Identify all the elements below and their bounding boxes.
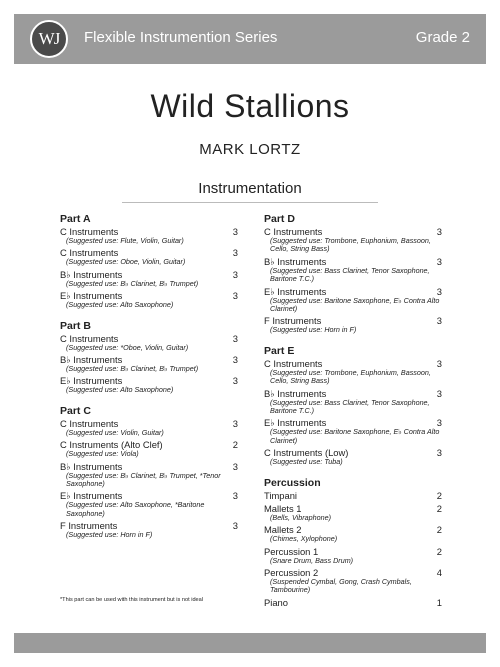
instrument-name: E♭ Instruments xyxy=(60,490,123,502)
section-title: Part C xyxy=(60,404,91,417)
instrument-count: 2 xyxy=(232,439,238,451)
suggested-use: (Suggested use: Violin, Guitar) xyxy=(66,427,164,437)
instrument-entry xyxy=(264,388,442,416)
instrument-entry xyxy=(264,315,442,334)
instrument-name: E♭ Instruments xyxy=(264,285,327,297)
instrument-count: 3 xyxy=(436,387,442,399)
instrument-count: 4 xyxy=(436,566,442,578)
instrument-name: Timpani xyxy=(264,489,297,501)
instrument-entry xyxy=(60,269,238,288)
suggested-use: (Chimes, Xylophone) xyxy=(270,534,338,544)
instrument-entry xyxy=(264,567,442,595)
instrument-entry xyxy=(264,286,442,314)
instrument-entry xyxy=(60,439,238,458)
instrument-entry xyxy=(60,375,238,394)
instrument-name: Mallets 1 xyxy=(264,502,302,514)
instrument-name: B♭ Instruments xyxy=(264,255,327,267)
instrument-entry xyxy=(60,461,238,489)
instrument-count: 3 xyxy=(232,417,238,429)
suggested-use: (Suggested use: Alto Saxophone, *Baritone Saxophone) xyxy=(66,500,205,518)
instrument-count: 3 xyxy=(436,255,442,267)
instrument-count: 3 xyxy=(436,417,442,429)
instrument-name: Percussion 1 xyxy=(264,545,319,557)
instrument-count: 3 xyxy=(232,332,238,344)
suggested-use: (Bells, Vibraphone) xyxy=(270,512,331,522)
suggested-use: (Suggested use: Bass Clarinet, Tenor Saxophone, Baritone T.C.) xyxy=(270,397,430,416)
suggested-use: (Suggested use: Alto Saxophone) xyxy=(66,300,174,310)
instrument-count: 3 xyxy=(232,247,238,259)
instrument-name: C Instruments xyxy=(264,226,323,237)
instrument-count: 3 xyxy=(436,285,442,297)
footnote: *This part can be used with this instrument but is not ideal xyxy=(60,597,204,603)
instrument-name: C Instruments xyxy=(60,417,119,429)
suggested-use: (Suggested use: *Oboe, Violin, Guitar) xyxy=(66,342,189,352)
instrument-name: B♭ Instruments xyxy=(60,268,123,280)
page-footer-bar xyxy=(14,633,486,653)
suggested-use: (Suggested use: Baritone Saxophone, E♭ Contra Alto Clarinet) xyxy=(270,295,440,314)
suggested-use: (Suggested use: Horn in F) xyxy=(270,325,357,335)
instrument-entry xyxy=(264,503,442,522)
section-title: Part B xyxy=(60,319,91,332)
instrument-entry xyxy=(60,520,238,539)
instrument-name: F Instruments xyxy=(60,520,118,532)
suggested-use: (Suggested use: Tuba) xyxy=(270,457,343,467)
suggested-use: (Suggested use: B♭ Clarinet, B♭ Trumpet, *Tenor Saxophone) xyxy=(66,470,221,489)
page-header xyxy=(14,14,486,64)
instrument-count: 3 xyxy=(232,490,238,502)
suggested-use: (Suggested use: Bass Clarinet, Tenor Saxophone, Baritone T.C.) xyxy=(270,265,430,284)
instrument-count: 3 xyxy=(232,520,238,532)
suggested-use: (Suggested use: Trombone, Euphonium, Bassoon, Cello, String Bass) xyxy=(270,236,431,254)
instrument-entry xyxy=(60,226,238,245)
grade-level: Grade 2 xyxy=(415,29,470,46)
instrument-name: F Instruments xyxy=(264,315,322,327)
suggested-use: (Suggested use: Baritone Saxophone, E♭ Contra Alto Clarinet) xyxy=(270,427,440,445)
instrument-count: 3 xyxy=(436,226,442,237)
instrument-name: B♭ Instruments xyxy=(60,354,123,366)
section-title: Part A xyxy=(60,213,91,225)
instrument-name: C Instruments xyxy=(60,247,119,259)
instrument-name: B♭ Instruments xyxy=(264,387,327,399)
instrument-count: 3 xyxy=(232,290,238,302)
instrument-name: E♭ Instruments xyxy=(264,417,327,429)
suggested-use: (Suggested use: Flute, Violin, Guitar) xyxy=(66,236,184,245)
piece-title: Wild Stallions xyxy=(150,88,350,124)
instrument-count: 2 xyxy=(436,489,442,501)
instrument-name: E♭ Instruments xyxy=(60,290,123,302)
instrument-entry xyxy=(264,524,442,543)
instrument-entry xyxy=(60,354,238,373)
instrument-count: 3 xyxy=(436,315,442,327)
publisher-logo: WJ xyxy=(30,20,68,58)
suggested-use: (Suggested use: B♭ Clarinet, B♭ Trumpet) xyxy=(66,278,199,288)
instrument-entry xyxy=(264,256,442,284)
instrument-count: 3 xyxy=(232,354,238,366)
suggested-use: (Suggested use: Trombone, Euphonium, Bassoon, Cello, String Bass) xyxy=(270,367,431,386)
instrument-count: 3 xyxy=(436,357,442,369)
instrumentation-left-column xyxy=(60,213,238,542)
instrument-entry xyxy=(60,290,238,309)
instrument-entry xyxy=(264,226,442,254)
instrument-count: 3 xyxy=(232,460,238,472)
instrument-name: C Instruments xyxy=(60,332,119,344)
instrument-count: 3 xyxy=(232,375,238,387)
suggested-use: (Snare Drum, Bass Drum) xyxy=(270,555,354,565)
instrument-entry xyxy=(264,447,442,466)
instrument-count: 2 xyxy=(436,524,442,536)
section-title: Part E xyxy=(264,344,295,357)
suggested-use: (Suggested use: Viola) xyxy=(66,449,139,459)
instrument-count: 3 xyxy=(436,447,442,459)
instrument-entry xyxy=(60,418,238,437)
suggested-use: (Suggested use: Alto Saxophone) xyxy=(66,385,174,395)
section-title: Part D xyxy=(264,213,295,225)
instrument-count: 3 xyxy=(232,268,238,280)
instrument-count: 2 xyxy=(436,502,442,514)
section-title: Percussion xyxy=(264,476,321,489)
instrument-name: C Instruments xyxy=(264,357,323,369)
instrument-name: C Instruments (Alto Clef) xyxy=(60,439,163,451)
suggested-use: (Suggested use: Horn in F) xyxy=(66,530,153,540)
instrument-entry xyxy=(264,358,442,386)
instrument-entry xyxy=(264,490,442,501)
instrument-count: 1 xyxy=(436,596,442,608)
composer-name: MARK LORTZ xyxy=(199,141,301,158)
suggested-use: (Suggested use: B♭ Clarinet, B♭ Trumpet) xyxy=(66,364,199,374)
heading-divider xyxy=(122,202,378,203)
instrument-entry xyxy=(264,417,442,445)
instrument-name: C Instruments (Low) xyxy=(264,447,349,459)
instrument-entry xyxy=(264,597,442,608)
instrument-entry xyxy=(264,546,442,565)
instrument-name: Mallets 2 xyxy=(264,524,302,536)
suggested-use: (Suggested use: Oboe, Violin, Guitar) xyxy=(66,257,186,267)
instrument-name: B♭ Instruments xyxy=(60,460,123,472)
instrument-entry xyxy=(60,333,238,352)
instrument-name: E♭ Instruments xyxy=(60,375,123,387)
instrument-name: C Instruments xyxy=(60,226,119,237)
instrument-name: Percussion 2 xyxy=(264,566,319,578)
instrumentation-right-column xyxy=(264,213,442,610)
instrument-entry xyxy=(60,247,238,266)
instrument-count: 2 xyxy=(436,545,442,557)
instrument-count: 3 xyxy=(232,226,238,237)
series-name: Flexible Instrumention Series xyxy=(84,29,278,46)
instrumentation-heading: Instrumentation xyxy=(198,180,302,197)
suggested-use: (Suspended Cymbal, Gong, Crash Cymbals, Tambourine) xyxy=(270,576,412,595)
instrument-name: Piano xyxy=(264,596,288,608)
instrument-entry xyxy=(60,490,238,518)
